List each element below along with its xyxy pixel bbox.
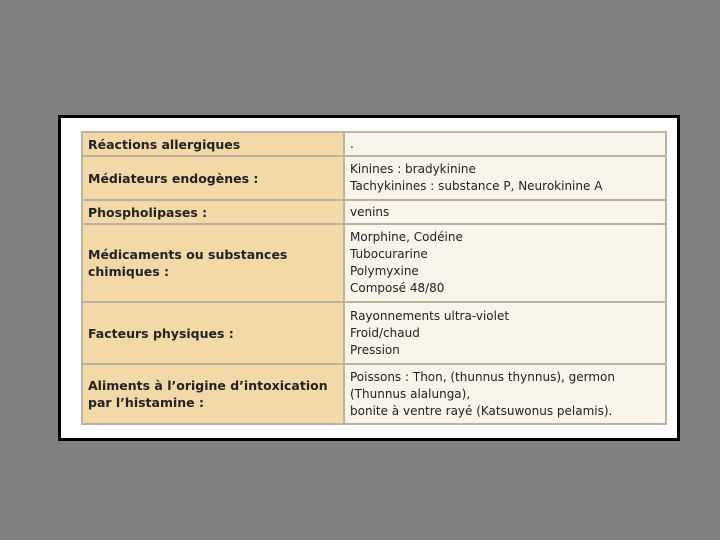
row-label-food-histamine: Aliments à l’origine d’intoxication par l’histamine : (82, 364, 344, 424)
table-row (82, 302, 666, 364)
table-row (82, 156, 666, 200)
table-row (82, 364, 666, 424)
value-line: Rayonnements ultra-violet (350, 308, 510, 323)
row-value-drugs-chemicals (344, 224, 666, 302)
value-line: Composé 48/80 (350, 281, 445, 295)
table-row (82, 224, 666, 302)
slide-frame (58, 115, 680, 441)
row-label-allergic-reactions: Réactions allergiques (82, 132, 344, 156)
table-row (82, 200, 666, 224)
row-label-endogenous-mediators: Médiateurs endogènes : (82, 156, 344, 200)
value-line: bonite à ventre rayé (Katsuwonus pelamis). (350, 403, 613, 418)
row-value-phospholipases (344, 200, 666, 224)
value-line: Poissons : Thon, (thunnus thynnus), germon (Thunnus alalunga), (350, 369, 616, 401)
value-line: Tubocurarine (350, 247, 428, 261)
value-line: Polymyxine (350, 264, 419, 278)
value-line: Tachykinines : substance P, Neurokinine A (350, 179, 603, 193)
value-line: Froid/chaud (350, 325, 420, 340)
row-label-drugs-chemicals: Médicaments ou substances chimiques : (82, 224, 344, 302)
value-line: Kinines : bradykinine (350, 162, 476, 176)
row-value-endogenous-mediators (344, 156, 666, 200)
table-row (82, 132, 666, 156)
value-line: Morphine, Codéine (350, 230, 463, 244)
row-value-allergic-reactions (344, 132, 666, 156)
value-line: Pression (350, 342, 400, 357)
histamine-sources-table (81, 131, 667, 425)
row-label-physical-factors: Facteurs physiques : (82, 302, 344, 364)
row-value-physical-factors (344, 302, 666, 364)
row-value-food-histamine (344, 364, 666, 424)
row-label-phospholipases: Phospholipases : (82, 200, 344, 224)
value-line: . (350, 136, 354, 151)
value-line: venins (350, 204, 390, 219)
